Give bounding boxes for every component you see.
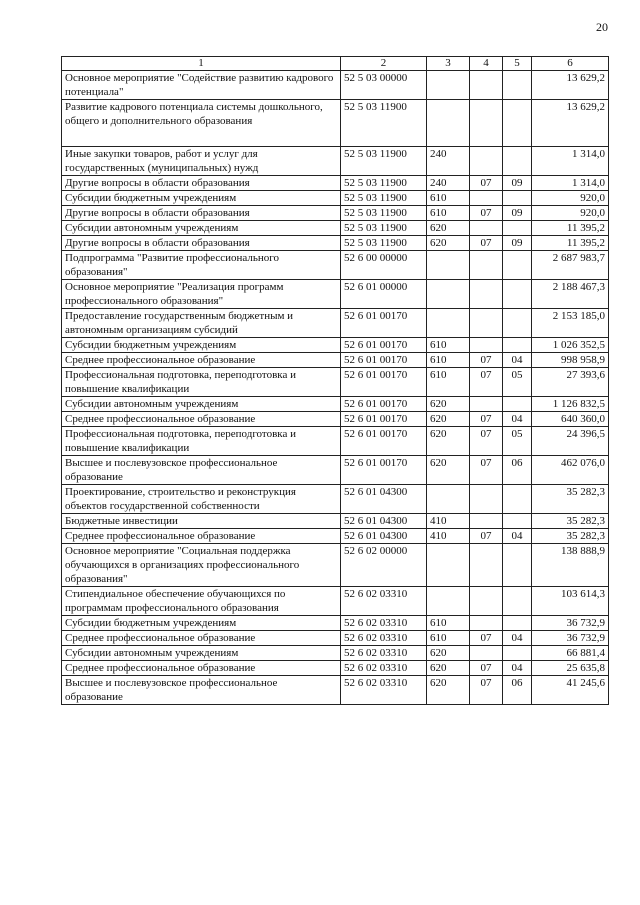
cell-code: 52 5 03 11900 bbox=[341, 147, 427, 176]
cell-subsection: 04 bbox=[503, 631, 532, 646]
cell-name: Субсидии бюджетным учреждениям bbox=[62, 338, 341, 353]
cell-amount: 66 881,4 bbox=[532, 646, 609, 661]
cell-amount: 36 732,9 bbox=[532, 631, 609, 646]
cell-expense-type: 620 bbox=[427, 412, 470, 427]
table-row bbox=[62, 100, 609, 147]
cell-section: 07 bbox=[470, 236, 503, 251]
cell-amount: 13 629,2 bbox=[532, 100, 609, 147]
cell-amount: 36 732,9 bbox=[532, 616, 609, 631]
cell-expense-type bbox=[427, 100, 470, 147]
cell-expense-type: 610 bbox=[427, 616, 470, 631]
table-row bbox=[62, 631, 609, 646]
cell-subsection bbox=[503, 646, 532, 661]
table-row bbox=[62, 368, 609, 397]
table-row bbox=[62, 661, 609, 676]
cell-name: Основное мероприятие "Социальная поддержка обучающихся в организациях профессионального образования" bbox=[62, 544, 341, 587]
cell-expense-type bbox=[427, 309, 470, 338]
cell-section bbox=[470, 397, 503, 412]
cell-expense-type: 610 bbox=[427, 631, 470, 646]
cell-code: 52 6 02 03310 bbox=[341, 646, 427, 661]
header-row bbox=[62, 57, 609, 71]
cell-subsection: 04 bbox=[503, 529, 532, 544]
cell-name: Профессиональная подготовка, переподготовка и повышение квалификации bbox=[62, 368, 341, 397]
cell-code: 52 6 01 04300 bbox=[341, 485, 427, 514]
table-header bbox=[62, 57, 609, 71]
cell-subsection: 09 bbox=[503, 236, 532, 251]
column-header-expense-type: 3 bbox=[427, 57, 470, 71]
cell-expense-type: 410 bbox=[427, 529, 470, 544]
cell-section bbox=[470, 338, 503, 353]
cell-amount: 2 153 185,0 bbox=[532, 309, 609, 338]
cell-code: 52 6 01 00170 bbox=[341, 456, 427, 485]
cell-section bbox=[470, 616, 503, 631]
cell-code: 52 6 01 00170 bbox=[341, 412, 427, 427]
cell-name: Субсидии бюджетным учреждениям bbox=[62, 616, 341, 631]
cell-amount: 998 958,9 bbox=[532, 353, 609, 368]
cell-name: Среднее профессиональное образование bbox=[62, 412, 341, 427]
cell-name: Другие вопросы в области образования bbox=[62, 236, 341, 251]
cell-expense-type bbox=[427, 280, 470, 309]
cell-code: 52 5 03 11900 bbox=[341, 176, 427, 191]
table-row bbox=[62, 485, 609, 514]
table-row bbox=[62, 544, 609, 587]
cell-code: 52 5 03 11900 bbox=[341, 100, 427, 147]
cell-code: 52 5 03 00000 bbox=[341, 71, 427, 100]
cell-subsection bbox=[503, 71, 532, 100]
table-row bbox=[62, 646, 609, 661]
cell-expense-type bbox=[427, 251, 470, 280]
cell-subsection bbox=[503, 280, 532, 309]
cell-amount: 103 614,3 bbox=[532, 587, 609, 616]
cell-expense-type: 620 bbox=[427, 236, 470, 251]
cell-code: 52 5 03 11900 bbox=[341, 236, 427, 251]
cell-expense-type: 620 bbox=[427, 221, 470, 236]
cell-section: 07 bbox=[470, 661, 503, 676]
table-row bbox=[62, 147, 609, 176]
cell-section bbox=[470, 514, 503, 529]
cell-amount: 24 396,5 bbox=[532, 427, 609, 456]
cell-expense-type: 620 bbox=[427, 676, 470, 705]
cell-section: 07 bbox=[470, 676, 503, 705]
cell-name: Высшее и послевузовское профессиональное образование bbox=[62, 676, 341, 705]
cell-amount: 1 314,0 bbox=[532, 176, 609, 191]
cell-expense-type: 620 bbox=[427, 397, 470, 412]
cell-code: 52 5 03 11900 bbox=[341, 191, 427, 206]
cell-name: Субсидии автономным учреждениям bbox=[62, 646, 341, 661]
table-row bbox=[62, 412, 609, 427]
table-row bbox=[62, 221, 609, 236]
cell-expense-type: 610 bbox=[427, 206, 470, 221]
cell-section bbox=[470, 544, 503, 587]
table-body bbox=[62, 71, 609, 705]
table-row bbox=[62, 251, 609, 280]
table-row bbox=[62, 456, 609, 485]
cell-name: Другие вопросы в области образования bbox=[62, 206, 341, 221]
cell-expense-type: 610 bbox=[427, 338, 470, 353]
table-row bbox=[62, 71, 609, 100]
cell-expense-type: 610 bbox=[427, 191, 470, 206]
column-header-code: 2 bbox=[341, 57, 427, 71]
table-row bbox=[62, 191, 609, 206]
cell-name: Среднее профессиональное образование bbox=[62, 529, 341, 544]
cell-code: 52 6 01 00170 bbox=[341, 427, 427, 456]
cell-name: Профессиональная подготовка, переподготовка и повышение квалификации bbox=[62, 427, 341, 456]
cell-amount: 1 026 352,5 bbox=[532, 338, 609, 353]
cell-name: Субсидии автономным учреждениям bbox=[62, 397, 341, 412]
cell-name: Другие вопросы в области образования bbox=[62, 176, 341, 191]
cell-name: Основное мероприятие "Содействие развитию кадрового потенциала" bbox=[62, 71, 341, 100]
cell-code: 52 6 01 00170 bbox=[341, 368, 427, 397]
cell-expense-type bbox=[427, 587, 470, 616]
cell-section bbox=[470, 71, 503, 100]
cell-name: Среднее профессиональное образование bbox=[62, 661, 341, 676]
cell-section bbox=[470, 221, 503, 236]
cell-amount: 138 888,9 bbox=[532, 544, 609, 587]
table-row bbox=[62, 514, 609, 529]
cell-amount: 11 395,2 bbox=[532, 221, 609, 236]
cell-subsection: 06 bbox=[503, 676, 532, 705]
cell-code: 52 6 01 04300 bbox=[341, 529, 427, 544]
table-row bbox=[62, 206, 609, 221]
cell-expense-type: 240 bbox=[427, 176, 470, 191]
table-row bbox=[62, 338, 609, 353]
cell-subsection bbox=[503, 100, 532, 147]
cell-section bbox=[470, 191, 503, 206]
cell-subsection: 05 bbox=[503, 368, 532, 397]
cell-section: 07 bbox=[470, 176, 503, 191]
cell-amount: 2 687 983,7 bbox=[532, 251, 609, 280]
cell-expense-type bbox=[427, 485, 470, 514]
cell-subsection bbox=[503, 191, 532, 206]
cell-section bbox=[470, 100, 503, 147]
cell-expense-type: 410 bbox=[427, 514, 470, 529]
cell-section bbox=[470, 587, 503, 616]
cell-code: 52 6 01 00000 bbox=[341, 280, 427, 309]
column-header-amount: 6 bbox=[532, 57, 609, 71]
cell-code: 52 6 01 00170 bbox=[341, 338, 427, 353]
cell-section bbox=[470, 485, 503, 514]
cell-subsection bbox=[503, 221, 532, 236]
cell-section: 07 bbox=[470, 206, 503, 221]
cell-expense-type: 620 bbox=[427, 456, 470, 485]
cell-name: Бюджетные инвестиции bbox=[62, 514, 341, 529]
table-row bbox=[62, 309, 609, 338]
cell-amount: 462 076,0 bbox=[532, 456, 609, 485]
cell-subsection bbox=[503, 485, 532, 514]
cell-section bbox=[470, 646, 503, 661]
cell-amount: 27 393,6 bbox=[532, 368, 609, 397]
cell-code: 52 6 02 03310 bbox=[341, 631, 427, 646]
cell-amount: 25 635,8 bbox=[532, 661, 609, 676]
table-row bbox=[62, 529, 609, 544]
cell-code: 52 5 03 11900 bbox=[341, 206, 427, 221]
table-row bbox=[62, 397, 609, 412]
table-row bbox=[62, 676, 609, 705]
budget-table bbox=[61, 56, 609, 705]
cell-section: 07 bbox=[470, 631, 503, 646]
cell-name: Высшее и послевузовское профессиональное образование bbox=[62, 456, 341, 485]
cell-code: 52 6 02 00000 bbox=[341, 544, 427, 587]
cell-amount: 41 245,6 bbox=[532, 676, 609, 705]
table-row bbox=[62, 353, 609, 368]
cell-section: 07 bbox=[470, 412, 503, 427]
cell-code: 52 6 02 03310 bbox=[341, 676, 427, 705]
cell-name: Среднее профессиональное образование bbox=[62, 353, 341, 368]
cell-expense-type bbox=[427, 71, 470, 100]
cell-section bbox=[470, 280, 503, 309]
cell-subsection bbox=[503, 616, 532, 631]
cell-amount: 920,0 bbox=[532, 191, 609, 206]
cell-subsection bbox=[503, 338, 532, 353]
cell-subsection bbox=[503, 251, 532, 280]
cell-name: Развитие кадрового потенциала системы дошкольного, общего и дополнительного образования bbox=[62, 100, 341, 147]
cell-code: 52 6 02 03310 bbox=[341, 616, 427, 631]
cell-name: Субсидии автономным учреждениям bbox=[62, 221, 341, 236]
cell-name: Основное мероприятие "Реализация программ профессионального образования" bbox=[62, 280, 341, 309]
cell-subsection: 09 bbox=[503, 206, 532, 221]
cell-name: Субсидии бюджетным учреждениям bbox=[62, 191, 341, 206]
cell-code: 52 6 01 00170 bbox=[341, 397, 427, 412]
column-header-section: 4 bbox=[470, 57, 503, 71]
cell-section: 07 bbox=[470, 353, 503, 368]
cell-name: Среднее профессиональное образование bbox=[62, 631, 341, 646]
cell-subsection: 04 bbox=[503, 412, 532, 427]
cell-amount: 13 629,2 bbox=[532, 71, 609, 100]
cell-subsection bbox=[503, 544, 532, 587]
cell-amount: 1 126 832,5 bbox=[532, 397, 609, 412]
cell-subsection: 09 bbox=[503, 176, 532, 191]
cell-amount: 2 188 467,3 bbox=[532, 280, 609, 309]
cell-code: 52 6 01 00170 bbox=[341, 309, 427, 338]
cell-name: Стипендиальное обеспечение обучающихся по программам профессионального образования bbox=[62, 587, 341, 616]
cell-name: Проектирование, строительство и реконструкция объектов государственной собственности bbox=[62, 485, 341, 514]
cell-amount: 35 282,3 bbox=[532, 485, 609, 514]
table-row bbox=[62, 616, 609, 631]
cell-name: Предоставление государственным бюджетным и автономным организациям субсидий bbox=[62, 309, 341, 338]
cell-amount: 35 282,3 bbox=[532, 529, 609, 544]
cell-subsection bbox=[503, 147, 532, 176]
cell-code: 52 5 03 11900 bbox=[341, 221, 427, 236]
cell-subsection: 04 bbox=[503, 353, 532, 368]
cell-section: 07 bbox=[470, 368, 503, 397]
cell-subsection bbox=[503, 514, 532, 529]
cell-code: 52 6 00 00000 bbox=[341, 251, 427, 280]
cell-section bbox=[470, 251, 503, 280]
cell-name: Иные закупки товаров, работ и услуг для государственных (муниципальных) нужд bbox=[62, 147, 341, 176]
cell-subsection: 06 bbox=[503, 456, 532, 485]
cell-amount: 640 360,0 bbox=[532, 412, 609, 427]
column-header-name: 1 bbox=[62, 57, 341, 71]
cell-expense-type: 620 bbox=[427, 661, 470, 676]
column-header-subsection: 5 bbox=[503, 57, 532, 71]
cell-subsection bbox=[503, 397, 532, 412]
table-row bbox=[62, 427, 609, 456]
cell-section bbox=[470, 147, 503, 176]
table-row bbox=[62, 280, 609, 309]
cell-expense-type: 620 bbox=[427, 646, 470, 661]
cell-amount: 920,0 bbox=[532, 206, 609, 221]
cell-code: 52 6 01 04300 bbox=[341, 514, 427, 529]
cell-amount: 35 282,3 bbox=[532, 514, 609, 529]
cell-expense-type: 610 bbox=[427, 368, 470, 397]
cell-subsection: 04 bbox=[503, 661, 532, 676]
cell-code: 52 6 01 00170 bbox=[341, 353, 427, 368]
cell-expense-type: 620 bbox=[427, 427, 470, 456]
cell-section bbox=[470, 309, 503, 338]
page-number: 20 bbox=[596, 20, 608, 34]
cell-subsection bbox=[503, 587, 532, 616]
cell-code: 52 6 02 03310 bbox=[341, 587, 427, 616]
cell-section: 07 bbox=[470, 427, 503, 456]
cell-expense-type: 240 bbox=[427, 147, 470, 176]
cell-expense-type: 610 bbox=[427, 353, 470, 368]
cell-name: Подпрограмма "Развитие профессионального образования" bbox=[62, 251, 341, 280]
cell-amount: 1 314,0 bbox=[532, 147, 609, 176]
table-row bbox=[62, 587, 609, 616]
table-row bbox=[62, 176, 609, 191]
cell-section: 07 bbox=[470, 456, 503, 485]
table-row bbox=[62, 236, 609, 251]
cell-code: 52 6 02 03310 bbox=[341, 661, 427, 676]
cell-subsection bbox=[503, 309, 532, 338]
cell-section: 07 bbox=[470, 529, 503, 544]
cell-subsection: 05 bbox=[503, 427, 532, 456]
cell-expense-type bbox=[427, 544, 470, 587]
cell-amount: 11 395,2 bbox=[532, 236, 609, 251]
